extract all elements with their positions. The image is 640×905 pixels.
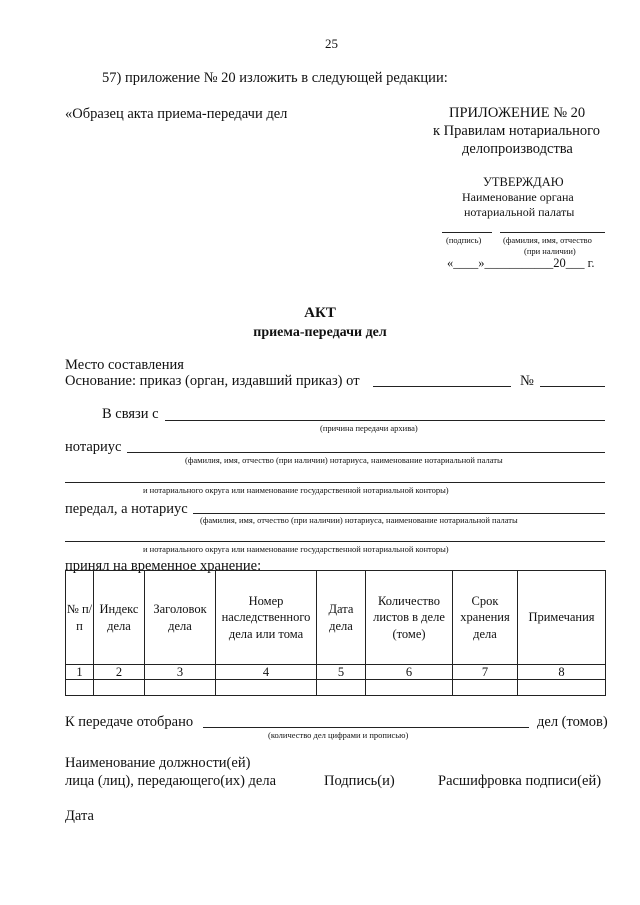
selected-label: К передаче отобрано bbox=[65, 714, 194, 730]
header-cell: № п/п bbox=[66, 571, 94, 665]
approve-date-line: «____»___________20___ г. bbox=[447, 256, 595, 270]
reason-caption: (причина передачи архива) bbox=[320, 423, 418, 433]
empty-cell bbox=[453, 680, 518, 696]
reason-label: В связи с bbox=[102, 406, 159, 422]
table-number-row bbox=[66, 665, 606, 680]
appendix-line3: делопроизводства bbox=[462, 141, 573, 157]
appendix-line1: ПРИЛОЖЕНИЕ № 20 bbox=[449, 105, 586, 121]
number-cell: 3 bbox=[145, 665, 216, 680]
table-header-row bbox=[66, 571, 606, 665]
number-cell: 2 bbox=[94, 665, 145, 680]
district-caption-2: и нотариального округа или наименование государственной нотариальной конторы) bbox=[143, 544, 449, 554]
position-line1: Наименование должности(ей) bbox=[65, 755, 251, 771]
notary-caption: (фамилия, имя, отчество (при наличии) нотариуса, наименование нотариальной палаты bbox=[185, 455, 503, 465]
number-cell: 6 bbox=[366, 665, 453, 680]
empty-cell bbox=[66, 680, 94, 696]
signature-decode-label: Расшифровка подписи(ей) bbox=[438, 773, 602, 789]
sample-title: «Образец акта приема-передачи дел bbox=[65, 106, 288, 122]
notary-label: нотариус bbox=[65, 439, 122, 455]
empty-cell bbox=[145, 680, 216, 696]
approve-org2: нотариальной палаты bbox=[464, 205, 575, 219]
empty-cell bbox=[518, 680, 606, 696]
signature-label: Подпись(и) bbox=[324, 773, 395, 789]
signature-line bbox=[442, 232, 492, 233]
selected-suffix: дел (томов) bbox=[537, 714, 608, 730]
district-caption: и нотариального округа или наименование государственной нотариальной конторы) bbox=[143, 485, 449, 495]
page-number: 25 bbox=[325, 36, 338, 51]
name-caption-1: (фамилия, имя, отчество bbox=[503, 235, 592, 245]
signature-caption: (подпись) bbox=[446, 235, 482, 245]
transferred-label: передал, а нотариус bbox=[65, 501, 188, 517]
intro-text: 57) приложение № 20 изложить в следующей редакции: bbox=[102, 70, 448, 86]
empty-cell bbox=[94, 680, 145, 696]
table-row bbox=[66, 680, 606, 696]
number-cell: 1 bbox=[66, 665, 94, 680]
doc-subtitle: приема-передачи дел bbox=[253, 325, 387, 340]
notary-line bbox=[127, 452, 605, 453]
transferred-caption: (фамилия, имя, отчество (при наличии) нотариуса, наименование нотариальной палаты bbox=[200, 515, 518, 525]
basis-number-label: № bbox=[520, 373, 534, 389]
basis-number-line bbox=[540, 386, 605, 387]
empty-cell bbox=[216, 680, 317, 696]
header-cell: Индекс дела bbox=[94, 571, 145, 665]
header-cell: Номер наследственного дела или тома bbox=[216, 571, 317, 665]
basis-date-line bbox=[373, 386, 511, 387]
position-line2: лица (лиц), передающего(их) дела bbox=[65, 773, 277, 789]
empty-cell bbox=[317, 680, 366, 696]
number-cell: 4 bbox=[216, 665, 317, 680]
appendix-line2: к Правилам нотариального bbox=[433, 123, 600, 139]
district-line-2 bbox=[65, 541, 605, 542]
number-cell: 5 bbox=[317, 665, 366, 680]
number-cell: 8 bbox=[518, 665, 606, 680]
doc-title: АКТ bbox=[304, 305, 336, 321]
place-label: Место составления bbox=[65, 357, 184, 373]
header-cell: Дата дела bbox=[317, 571, 366, 665]
date-label: Дата bbox=[65, 808, 94, 824]
name-caption-2: (при наличии) bbox=[524, 246, 576, 256]
basis-label: Основание: приказ (орган, издавший приказ) от bbox=[65, 373, 360, 389]
cases-table bbox=[65, 570, 606, 696]
approve-title: УТВЕРЖДАЮ bbox=[483, 175, 564, 189]
selected-line bbox=[203, 727, 529, 728]
header-cell: Срок хранения дела bbox=[453, 571, 518, 665]
header-cell: Примечания bbox=[518, 571, 606, 665]
number-cell: 7 bbox=[453, 665, 518, 680]
accepted-label: принял на временное хранение: bbox=[65, 558, 262, 574]
transferred-line bbox=[193, 513, 605, 514]
reason-line bbox=[165, 420, 605, 421]
header-cell: Заголовок дела bbox=[145, 571, 216, 665]
district-line bbox=[65, 482, 605, 483]
empty-cell bbox=[366, 680, 453, 696]
approve-org1: Наименование органа bbox=[462, 190, 574, 204]
header-cell: Количество листов в деле (томе) bbox=[366, 571, 453, 665]
selected-caption: (количество дел цифрами и прописью) bbox=[268, 730, 409, 740]
name-line bbox=[500, 232, 605, 233]
